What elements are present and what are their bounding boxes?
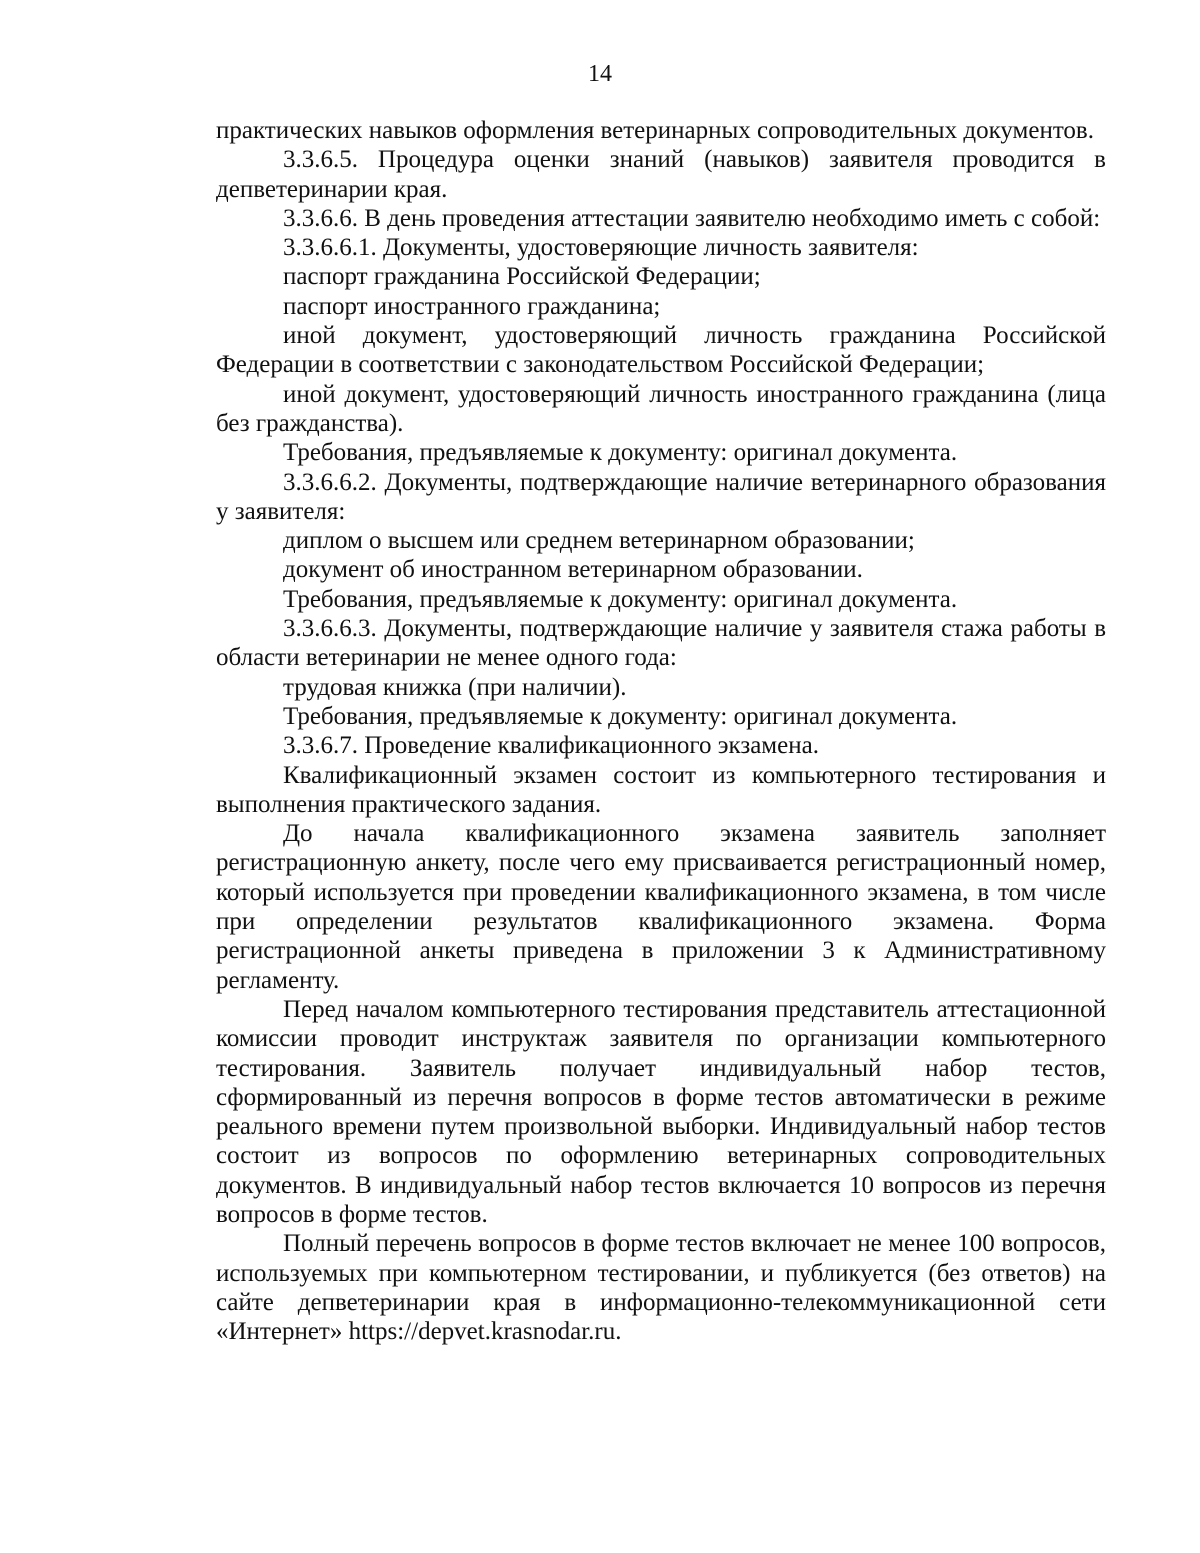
paragraph: Требования, предъявляемые к документу: оригинал документа. (283, 702, 958, 730)
paragraph: Требования, предъявляемые к документу: оригинал документа. (283, 439, 958, 467)
paragraph: 3.3.6.6.3. Документы, подтверждающие наличие у заявителя стажа работы в области ветеринарии не менее одного года: (216, 615, 1106, 672)
document-body (216, 116, 1106, 1346)
paragraph: документ об иностранном ветеринарном образовании. (283, 556, 863, 584)
paragraph: иной документ, удостоверяющий личность гражданина Российской Федерации в соответствии с законодательством Российской Федерации; (216, 322, 1106, 379)
paragraph: 3.3.6.7. Проведение квалификационного экзамена. (283, 732, 819, 760)
paragraph: Перед началом компьютерного тестирования представитель аттестационной комиссии проводит инструктаж заявителя по организации компьютерного тестирования. Заявитель получает индивидуальный набор тестов, сформированный из перечня вопросов в форме тестов автоматически в режиме реального времени путем произвольной выборки. Индивидуальный набор тестов состоит из вопросов по оформлению ветеринарных сопроводительных документов. В индивидуальный набор тестов включается 10 вопросов из перечня вопросов в форме тестов. (216, 995, 1106, 1228)
paragraph: паспорт гражданина Российской Федерации; (283, 263, 761, 291)
paragraph: трудовая книжка (при наличии). (283, 673, 627, 701)
paragraph: иной документ, удостоверяющий личность иностранного гражданина (лица без гражданства). (216, 380, 1106, 437)
paragraph: Требования, предъявляемые к документу: оригинал документа. (283, 585, 958, 613)
paragraph: 3.3.6.6.2. Документы, подтверждающие наличие ветеринарного образования у заявителя: (216, 468, 1106, 525)
paragraph: Полный перечень вопросов в форме тестов включает не менее 100 вопросов, используемых при компьютерном тестировании, и публикуется (без ответов) на сайте депветеринарии края в информационно-телекоммуникационной сети «Интернет» https://depvet.krasnodar.ru. (216, 1230, 1106, 1346)
paragraph: До начала квалификационного экзамена заявитель заполняет регистрационную анкету, после чего ему присваивается регистрационный номер, который используется при проведении квалификационного экзамена, в том числе при определении результатов квалификационного экзамена. Форма регистрационной анкеты приведена в приложении 3 к Административному регламенту. (216, 820, 1106, 994)
paragraph: паспорт иностранного гражданина; (283, 292, 661, 320)
page-number: 14 (588, 61, 612, 87)
paragraph: Квалификационный экзамен состоит из компьютерного тестирования и выполнения практического задания. (216, 761, 1106, 818)
paragraph: 3.3.6.5. Процедура оценки знаний (навыков) заявителя проводится в депветеринарии края. (216, 146, 1106, 203)
paragraph: диплом о высшем или среднем ветеринарном образовании; (283, 527, 915, 555)
paragraph: 3.3.6.6.1. Документы, удостоверяющие личность заявителя: (283, 234, 919, 262)
paragraph: 3.3.6.6. В день проведения аттестации заявителю необходимо иметь с собой: (283, 204, 1101, 232)
paragraph: практических навыков оформления ветеринарных сопроводительных документов. (216, 117, 1094, 144)
